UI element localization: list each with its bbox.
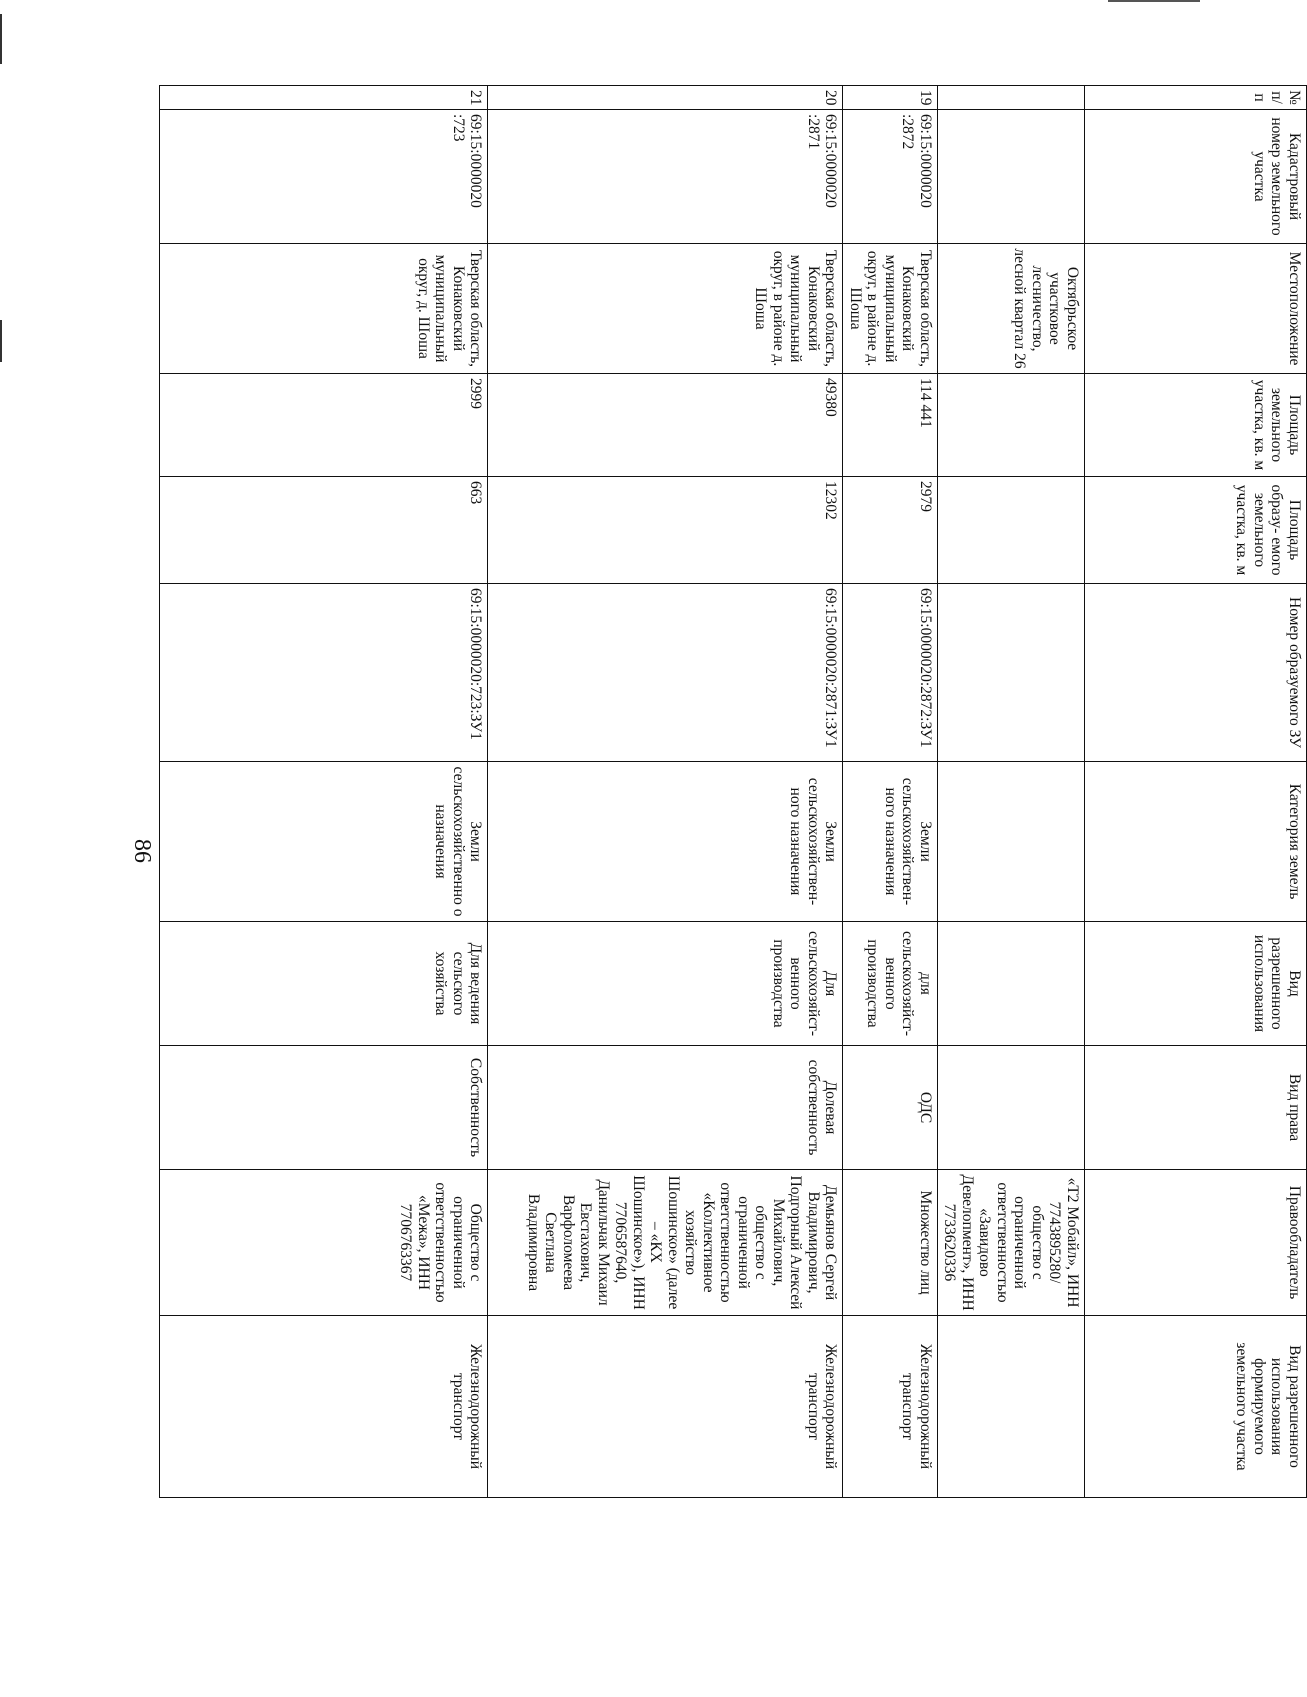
land-parcels-table	[160, 85, 1307, 1498]
cell-cadastral: 69:15:0000020 :2872	[843, 110, 938, 244]
cell-area	[938, 374, 1085, 477]
cell-new-area: 663	[160, 477, 488, 584]
header-location: Местоположение	[1085, 244, 1307, 374]
table-row	[938, 86, 1085, 1498]
cell-num	[938, 86, 1085, 110]
cell-num: 21	[160, 86, 488, 110]
cell-permitted-use: Для ведения сельского хозяйства	[160, 922, 488, 1046]
header-num: № п/п	[1085, 86, 1307, 110]
table-header-row	[1085, 86, 1307, 1498]
table-row	[843, 86, 938, 1498]
cell-location: Тверская область, Конаковский муниципальный округ, д. Шоша	[160, 244, 488, 374]
header-owner: Правообладатель	[1085, 1170, 1307, 1316]
scan-edge-mark	[1108, 0, 1200, 2]
cell-new-number: 69:15:0000020:2871:ЗУ1	[488, 584, 843, 762]
cell-new-use: Железнодорожный транспорт	[160, 1316, 488, 1498]
cell-cadastral: 69:15:0000020 :723	[160, 110, 488, 244]
cell-new-number: 69:15:0000020:2872:ЗУ1	[843, 584, 938, 762]
cell-new-area: 2979	[843, 477, 938, 584]
cell-right-type: Собственность	[160, 1046, 488, 1170]
cell-category: Земли сельскохозяйственно о назначения	[160, 762, 488, 922]
header-new-use: Вид разрешенного использования формируемого земельного участка	[1085, 1316, 1307, 1498]
cell-new-area: 12302	[488, 477, 843, 584]
header-area: Площадь земельного участка, кв. м	[1085, 374, 1307, 477]
cell-permitted-use: для сельскохозяйст- венного производства	[843, 922, 938, 1046]
cell-category: Земли сельскохозяйствен- ного назначения	[488, 762, 843, 922]
cell-right-type: ОДС	[843, 1046, 938, 1170]
cell-num: 19	[843, 86, 938, 110]
cell-location: Тверская область, Конаковский муниципальный округ, в районе д. Шоша	[843, 244, 938, 374]
table-frame	[172, 85, 1307, 1497]
cell-location: Тверская область, Конаковский муниципальный округ, в районе д. Шоша	[488, 244, 843, 374]
cell-cadastral	[938, 110, 1085, 244]
cell-new-number	[938, 584, 1085, 762]
page-number: 86	[129, 839, 155, 863]
cell-right-type	[938, 1046, 1085, 1170]
header-new-area: Площадь образу- емого земельного участка, кв. м	[1085, 477, 1307, 584]
cell-new-number: 69:15:0000020:723:ЗУ1	[160, 584, 488, 762]
header-cadastral: Кадастровый номер земельного участка	[1085, 110, 1307, 244]
rotated-table-container	[172, 85, 1307, 1497]
cell-category: Земли сельскохозяйствен- ного назначения	[843, 762, 938, 922]
cell-new-use	[938, 1316, 1085, 1498]
cell-new-use: Железнодорожный транспорт	[488, 1316, 843, 1498]
header-right-type: Вид права	[1085, 1046, 1307, 1170]
header-new-number: Номер образуемого ЗУ	[1085, 584, 1307, 762]
cell-permitted-use: Для сельскохозяйст- венного производства	[488, 922, 843, 1046]
header-permitted-use: Вид разрешенного использования	[1085, 922, 1307, 1046]
scan-edge-mark	[0, 320, 2, 362]
cell-area: 114 441	[843, 374, 938, 477]
table-row	[160, 86, 488, 1498]
cell-owner: Множество лиц	[843, 1170, 938, 1316]
cell-category	[938, 762, 1085, 922]
header-category: Категория земель	[1085, 762, 1307, 922]
cell-new-area	[938, 477, 1085, 584]
cell-owner: «Т2 Мобайл», ИНН 7743895280/ общество с ограниченной ответственностью «Завидово Девелопмент», ИНН 7733620336	[938, 1170, 1085, 1316]
cell-area: 2999	[160, 374, 488, 477]
scan-edge-mark	[0, 14, 2, 64]
cell-new-use: Железнодорожный транспорт	[843, 1316, 938, 1498]
cell-owner: Демьянов Сергей Владимирович, Подгорный Алексей Михайлович, общество с ограниченной ответственностью «Коллективное хозяйство Шошинское» (далее – «КХ Шошинское»), ИНН 7706587640, Данильчак Михаил Евстахович, Варфоломеева Светлана Владимировна	[488, 1170, 843, 1316]
cell-right-type: Долевая собственность	[488, 1046, 843, 1170]
cell-cadastral: 69:15:0000020 :2871	[488, 110, 843, 244]
cell-permitted-use	[938, 922, 1085, 1046]
cell-area: 49380	[488, 374, 843, 477]
cell-owner: Общество с ограниченной ответственностью «Межа», ИНН 7706763367	[160, 1170, 488, 1316]
table-row	[488, 86, 843, 1498]
cell-location: Октябрьское участковое лесничество, лесной квартал 26	[938, 244, 1085, 374]
cell-num: 20	[488, 86, 843, 110]
